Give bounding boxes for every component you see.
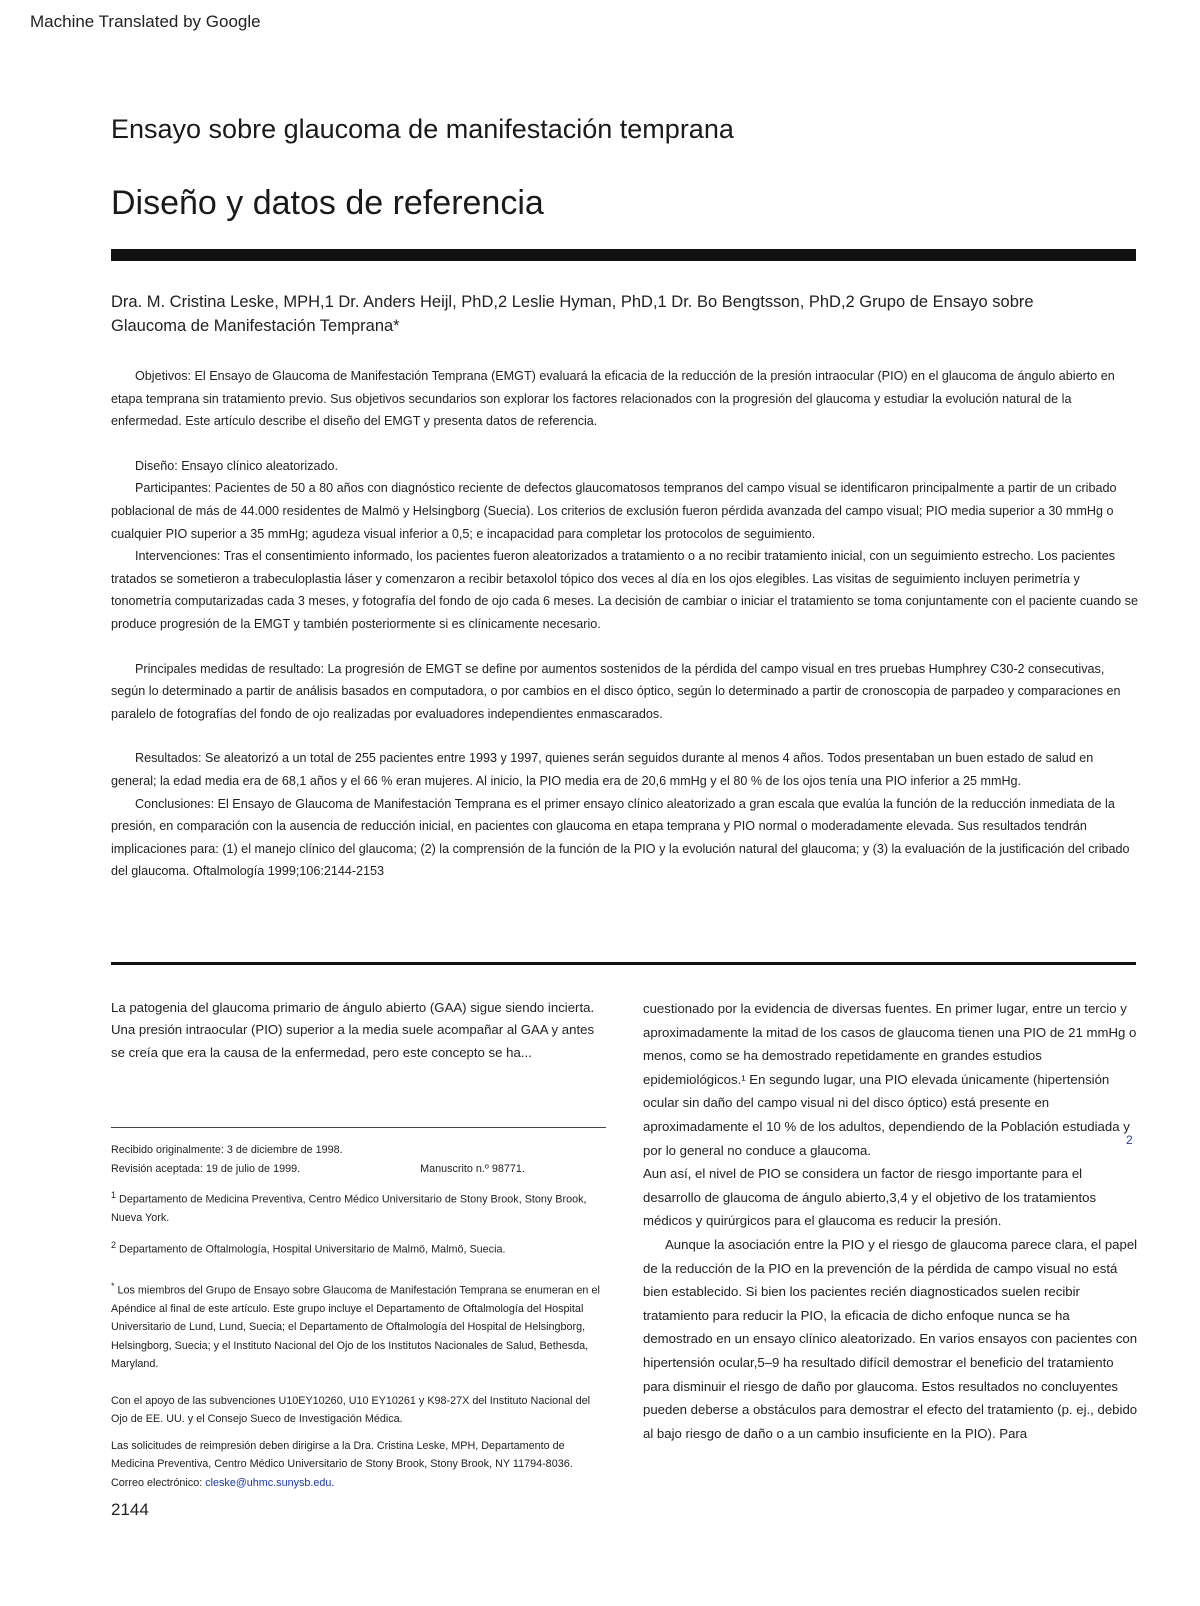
- footnotes: [111, 1141, 606, 1492]
- affiliation-1: [111, 1186, 606, 1228]
- reprint-end: .: [331, 1476, 335, 1489]
- affiliation-1-text: Departamento de Medicina Preventiva, Centro Médico Universitario de Stony Brook, Stony Brook, Nueva York.: [111, 1193, 587, 1225]
- abstract: [111, 365, 1141, 883]
- right-column-body: [643, 997, 1141, 1445]
- abstract-conclusions: Conclusiones: El Ensayo de Glaucoma de Manifestación Temprana es el primer ensayo clínico aleatorizado a gran escala que evalúa la función de la reducción inmediata de la presión, en comparación con la ausencia de reducción inicial, en pacientes con glaucoma en etapa temprana y PIO normal o moderadamente elevada. Sus resultados tendrán implicaciones para: (1) el manejo clínico del glaucoma; (2) la comprensión de la función de la PIO y la evolución natural del glaucoma; y (3) la evaluación de la justificación del cribado del glaucoma. Oftalmología 1999;106:2144-2153: [111, 796, 1130, 879]
- abstract-participants: Participantes: Pacientes de 50 a 80 años con diagnóstico reciente de defectos glaucomatosos tempranos del campo visual se identificaron principalmente a partir de un cribado poblacional de más de 44.000 residentes de Malmö y Helsingborg (Suecia). Los criterios de exclusión fueron pérdida avanzada del campo visual; PIO media superior a 30 mmHg o cualquier PIO superior a 35 mmHg; agudeza visual inferior a 0,5; e incapacidad para completar los protocolos de seguimiento.: [111, 481, 1117, 541]
- title-divider: [111, 249, 1136, 261]
- revision-date: Revisión aceptada: 19 de julio de 1999.: [111, 1162, 301, 1175]
- affiliation-2-mark: 2: [111, 1239, 117, 1250]
- author-list: Dra. M. Cristina Leske, MPH,1 Dr. Anders Heijl, PhD,2 Leslie Hyman, PhD,1 Dr. Bo Bengtsson, PhD,2 Grupo de Ensayo sobre Glaucoma de Manifestación Temprana*: [111, 293, 1034, 335]
- group-members-mark: *: [111, 1280, 115, 1291]
- funding-note: Con el apoyo de las subvenciones U10EY10260, U10 EY10261 y K98-27X del Instituto Nacional del Ojo de EE. UU. y el Consejo Sueco de Investigación Médica.: [111, 1394, 590, 1426]
- affiliation-2: [111, 1236, 606, 1259]
- right-paragraph-2: Aun así, el nivel de PIO se considera un factor de riesgo importante para el desarrollo de glaucoma de ángulo abierto,3,4 y el objetivo de los tratamientos médicos y quirúrgicos para el glaucoma es reducir la presión.: [643, 1166, 1097, 1229]
- article-subtitle: Diseño y datos de referencia: [111, 184, 544, 222]
- left-column-body: [111, 997, 606, 1064]
- reprint-text: Las solicitudes de reimpresión deben dirigirse a la Dra. Cristina Leske, MPH, Departamento de Medicina Preventiva, Centro Médico Universitario de Stony Brook, Stony Brook, NY 11794-8036. Correo electrónico:: [111, 1439, 573, 1489]
- footnote-divider: [111, 1127, 606, 1128]
- abstract-divider: [111, 962, 1136, 965]
- abstract-results: Resultados: Se aleatorizó a un total de 255 pacientes entre 1993 y 1997, quienes serán seguidos durante al menos 4 años. Todos presentaban un buen estado de salud en general; la edad media era de 68,1 años y el 66 % eran mujeres. Al inicio, la PIO media era de 20,6 mmHg y el 80 % de los ojos tenía una PIO inferior a 25 mmHg.: [111, 751, 1094, 788]
- right-paragraph-1: cuestionado por la evidencia de diversas fuentes. En primer lugar, entre un tercio y aproximadamente la mitad de los casos de glaucoma tienen una PIO de 21 mmHg o menos, como se ha demostrado repetidamente en grandes estudios epidemiológicos.¹ En segundo lugar, una PIO elevada únicamente (hipertensión ocular sin daño del campo visual ni del disco óptico) está presente en aproximadamente el 10 % de los adultos, dependiendo de la Población estudiada y por lo general no conduce a glaucoma.: [643, 1001, 1137, 1158]
- group-members-note: [111, 1277, 606, 1374]
- reprint-note: [111, 1437, 606, 1493]
- received-date: Recibido originalmente: 3 de diciembre de 1998.: [111, 1144, 343, 1156]
- manuscript-number: Manuscrito n.º 98771.: [420, 1162, 525, 1175]
- translation-banner: Machine Translated by Google: [30, 12, 261, 31]
- abstract-interventions: Intervenciones: Tras el consentimiento informado, los pacientes fueron aleatorizados a tratamiento o a no recibir tratamiento inicial, con un seguimiento estrecho. Los pacientes tratados se sometieron a trabeculoplastia láser y comenzaron a recibir betaxolol tópico dos veces al día en los ojos elegibles. Las visitas de seguimiento incluyen perimetría y tonometría computarizadas cada 3 meses, y fotografía del fondo de ojo cada 6 meses. La decisión de cambiar o iniciar el tratamiento se toma conjuntamente con el paciente cuando se produce progresión de la EMGT y también posteriormente si es clínicamente necesario.: [111, 549, 1138, 631]
- abstract-outcome-measures: Principales medidas de resultado: La progresión de EMGT se define por aumentos sostenidos de la pérdida del campo visual en tres pruebas Humphrey C30-2 consecutivas, según lo determinado a partir de análisis basados en computadora, o por cambios en el disco óptico, según lo determinado a partir de cronoscopia de parpadeo y comparaciones en paralelo de fotografías del fondo de ojo realizadas por evaluadores independientes enmascarados.: [111, 661, 1121, 721]
- abstract-objectives: Objetivos: El Ensayo de Glaucoma de Manifestación Temprana (EMGT) evaluará la eficacia de la reducción de la presión intraocular (PIO) en el glaucoma de ángulo abierto en etapa temprana sin tratamiento previo. Sus objetivos secundarios son explorar los factores relacionados con la progresión del glaucoma y estudiar la evolución natural de la enfermedad. Este artículo describe el diseño del EMGT y presenta datos de referencia.: [111, 369, 1115, 429]
- right-paragraph-3: Aunque la asociación entre la PIO y el riesgo de glaucoma parece clara, el papel de la reducción de la PIO en la prevención de la pérdida de campo visual no está bien establecido. Si bien los pacientes recién diagnosticados suelen recibir tratamiento para reducir la PIO, la eficacia de dicho enfoque nunca se ha demostrado en un ensayo clínico aleatorizado. En varios ensayos con pacientes con hipertensión ocular,5–9 ha resultado difícil demostrar el beneficio del tratamiento para disminuir el riesgo de daño por glaucoma. Estos resultados no concluyentes pueden deberse a obstáculos para demostrar el efecto del tratamiento (p. ej., debido al bajo riesgo de daño o a un cambio insuficiente en la PIO). Para: [643, 1236, 1138, 1441]
- contact-email-link[interactable]: cleske@uhmc.sunysb.edu: [205, 1476, 332, 1489]
- article-title: Ensayo sobre glaucoma de manifestación temprana: [111, 114, 734, 144]
- affiliation-1-mark: 1: [111, 1190, 117, 1200]
- page-number: 2144: [111, 1500, 149, 1519]
- reference-marker-2[interactable]: 2: [1126, 1133, 1133, 1147]
- revision-line: [111, 1160, 606, 1179]
- group-members-text: Los miembros del Grupo de Ensayo sobre Glaucoma de Manifestación Temprana se enumeran en el Apéndice al final de este artículo. Este grupo incluye el Departamento de Oftalmología del Hospital Universitario de Lund, Lund, Suecia; el Departamento de Oftalmología del Hospital de Helsingborg, Helsingborg, Suecia; y el Instituto Nacional del Ojo de los Institutos Nacionales de Salud, Bethesda, Maryland.: [111, 1284, 600, 1371]
- intro-paragraph: La patogenia del glaucoma primario de ángulo abierto (GAA) sigue siendo incierta. Una presión intraocular (PIO) superior a la media suele acompañar al GAA y antes se creía que era la causa de la enfermedad, pero este concepto se ha...: [111, 1000, 595, 1060]
- abstract-design: Diseño: Ensayo clínico aleatorizado.: [135, 458, 339, 473]
- affiliation-2-text: Departamento de Oftalmología, Hospital Universitario de Malmö, Malmö, Suecia.: [119, 1243, 506, 1256]
